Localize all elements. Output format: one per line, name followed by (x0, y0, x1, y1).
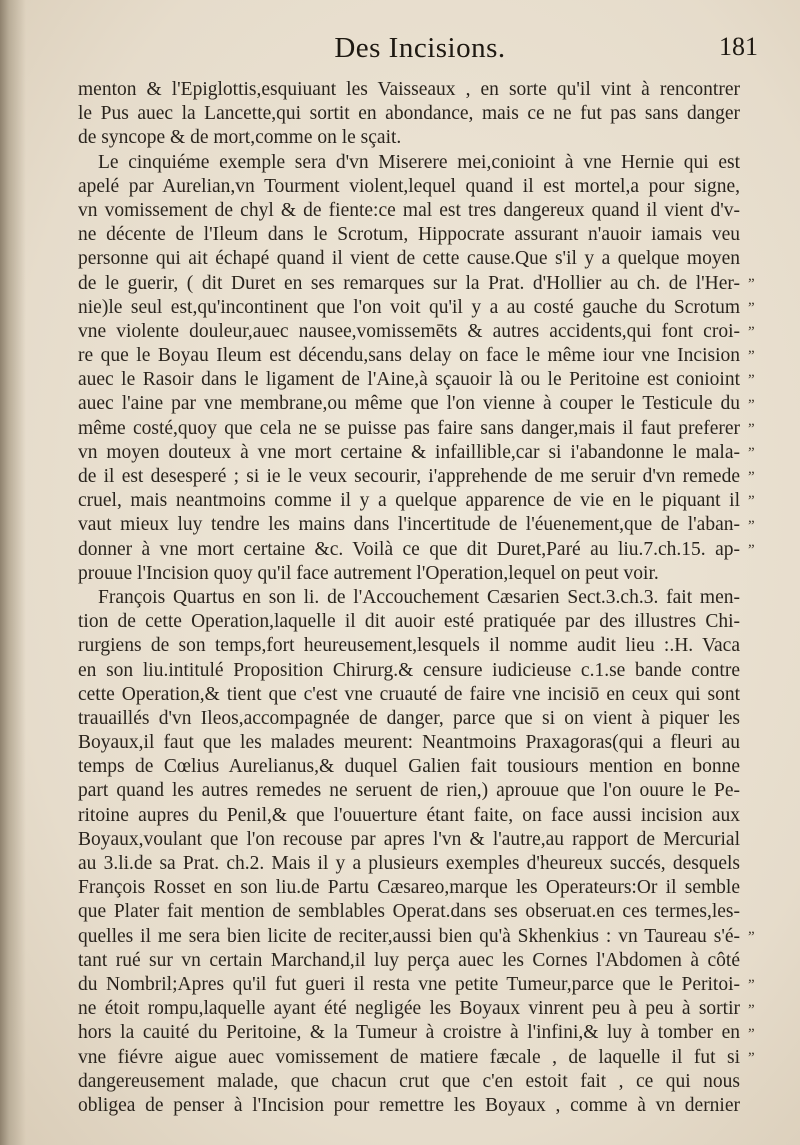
margin-quote-mark: ” (748, 493, 755, 510)
text-line: part quand les autres remedes ne seruent de rien,) aprouue que l'on ouure le Pe- (78, 780, 740, 802)
text-line: ritoine aupres du Penil,& que l'ouuerture étant faite, on face aussi incision aux (78, 804, 740, 826)
text-line: vn vomissement de chyl & de fiente:ce mal est tres dangereux quand il vient d'v- (78, 199, 740, 221)
text-line: dangereusement malade, que chacun crut que c'en estoit fait , ce qui nous (78, 1070, 740, 1092)
margin-quote-mark: ” (748, 541, 755, 558)
margin-quote-mark: ” (748, 348, 755, 365)
margin-quote-mark: ” (748, 929, 755, 945)
text-line: re que le Boyau Ileum est décendu,sans delay on face le même iour vne Incision (78, 345, 740, 367)
text-line: Le cinquiéme exemple sera d'vn Miserere mei,conioint à vne Hernie qui est (98, 151, 740, 173)
margin-quote-mark: ” (748, 469, 755, 486)
text-line: François Rosset en son liu.de Partu Cæsareo,marque les Operateurs:Or il semble (78, 877, 740, 899)
text-line: cette Operation,& tient que c'est vne cruauté de faire vne incisiō en ceux qui sont (78, 683, 740, 705)
text-line: Boyaux,il faut que les malades meurent: Neantmoins Praxagoras(qui a fleuri au (78, 732, 740, 754)
margin-quote-mark: ” (748, 372, 755, 389)
text-line: trauaillés d'vn Ileos,accompagnée de danger, parce que si on vient à piquer les (78, 707, 740, 729)
text-line: vne violente douleur,auec nausee,vomissemēts & autres accidents,qui font croi- (78, 320, 740, 342)
margin-quote-mark: ” (748, 396, 755, 413)
text-line: tant rué sur vn certain Marchand,il luy perça auec les Cornes l'Abdomen à côté (78, 949, 740, 971)
text-line: auec l'aine par vne membrane,ou même que l'on vienne à couper le Testicule du (78, 393, 740, 415)
text-line: donner à vne mort certaine &c. Voilà ce que dit Duret,Paré au liu.7.ch.15. ap- (78, 538, 740, 560)
text-line: vn moyen douteux à vne mort certaine & infaillible,car si i'abandonne le mala- (78, 441, 740, 463)
text-line: menton & l'Epiglottis,esquiuant les Vaisseaux , en sorte qu'il vint à rencontrer (78, 79, 740, 100)
text-line: tion de cette Operation,laquelle il dit auoir esté pratiquée par des illustres Chi- (78, 611, 740, 633)
text-line: cruel, mais neantmoins comme il y a quelque apparence de vie en le piquant il (78, 490, 740, 512)
text-line: vne fiévre aigue auec vomissement de matiere fæcale , de laquelle il fut si (78, 1046, 740, 1068)
text-line: du Nombril;Apres qu'il fut gueri il resta vne petite Tumeur,parce que le Peritoi- (78, 973, 740, 995)
text-line: François Quartus en son li. de l'Accouchement Cæsarien Sect.3.ch.3. fait men- (98, 586, 740, 608)
text-line: de le guerir, ( dit Duret en ses remarques sur la Prat. d'Hollier au ch. de l'Her- (78, 272, 740, 294)
text-line: hors la cauité du Peritoine, & la Tumeur à croistre à l'infini,& luy à tomber en (78, 1022, 740, 1044)
margin-quote-mark: ” (748, 1001, 755, 1018)
text-line: rurgiens de son temps,fort heureusement,lesquels il nomme audit lieu :.H. Vaca (78, 635, 740, 657)
margin-quote-mark: ” (748, 275, 755, 292)
margin-quote-mark: ” (748, 299, 755, 316)
text-line: en son liu.intitulé Proposition Chirurg.& censure iudicieuse c.1.se bande contre (78, 659, 740, 681)
margin-quote-mark: ” (748, 1050, 755, 1066)
text-line: Boyaux,voulant que l'on recouse par apres l'vn & l'autre,au rapport de Mercurial (78, 828, 740, 850)
margin-quote-mark: ” (748, 420, 755, 437)
text-line: ne étoit rompu,laquelle ayant été negligée les Boyaux vinrent peu à peu à sortir (78, 998, 740, 1020)
text-line: quelles il me sera bien licite de reciter,aussi bien qu'à Skhenkius : vn Taureau s'é- (78, 925, 740, 947)
text-line: le Pus auec la Lancette,qui sortit en abondance, mais ce ne fut pas sans danger (78, 103, 740, 125)
margin-quote-mark: ” (748, 324, 755, 340)
text-line: que Plater fait mention de semblables Operat.dans ses obseruat.en ces termes,les- (78, 901, 740, 923)
text-line: obligea de penser à l'Incision pour remettre les Boyaux , comme à vn dernier (78, 1094, 740, 1116)
text-line: même costé,quoy que cela ne se puisse pas faire sans danger,mais il faut preferer (78, 417, 740, 439)
text-line: au 3.li.de sa Prat. ch.2. Mais il y a plusieurs exemples d'heureux succés, desquels (78, 853, 740, 874)
text-line: personne qui ait échapé quand il vient de cette cause.Que s'il y a quelque moyen (78, 248, 740, 270)
text-line: auec le Rasoir dans le ligament de l'Aine,à sçauoir là ou le Peritoine est conioint (78, 369, 740, 391)
text-line: ne décente de l'Ileum dans le Scrotum, Hippocrate assurant n'auoir iamais veu (78, 224, 740, 246)
text-line: temps de Cœlius Aurelianus,& duquel Galien fait tousiours mention en bonne (78, 756, 740, 778)
margin-quote-mark: ” (748, 977, 755, 994)
text-line: prouue l'Incision quoy qu'il face autrement l'Operation,lequel on peut voir. (78, 562, 659, 584)
running-title: Des Incisions. (334, 32, 506, 64)
page-number: 181 (719, 32, 758, 61)
page-header (80, 30, 760, 74)
binding-shadow (0, 0, 26, 1145)
margin-quote-mark: ” (748, 517, 755, 534)
text-line: de syncope & de mort,comme on le sçait. (78, 127, 402, 149)
text-line: de il est desesperé ; si ie le veux secourir, i'apprehende de me seruir d'vn remede (78, 466, 740, 487)
text-line: apelé par Aurelian,vn Tourment violent,lequel quand il est mortel,a pour signe, (78, 175, 740, 197)
body-text (78, 78, 740, 1118)
margin-quote-mark: ” (748, 445, 755, 461)
margin-quote-mark: ” (748, 1025, 755, 1042)
text-line: vaut mieux luy tendre les mains dans l'incertitude de l'éuenement,que de l'aban- (78, 514, 740, 536)
text-line: nie)le seul est,qu'incontinent que l'on voit qu'il y a au costé gauche du Scrotum (78, 296, 740, 318)
